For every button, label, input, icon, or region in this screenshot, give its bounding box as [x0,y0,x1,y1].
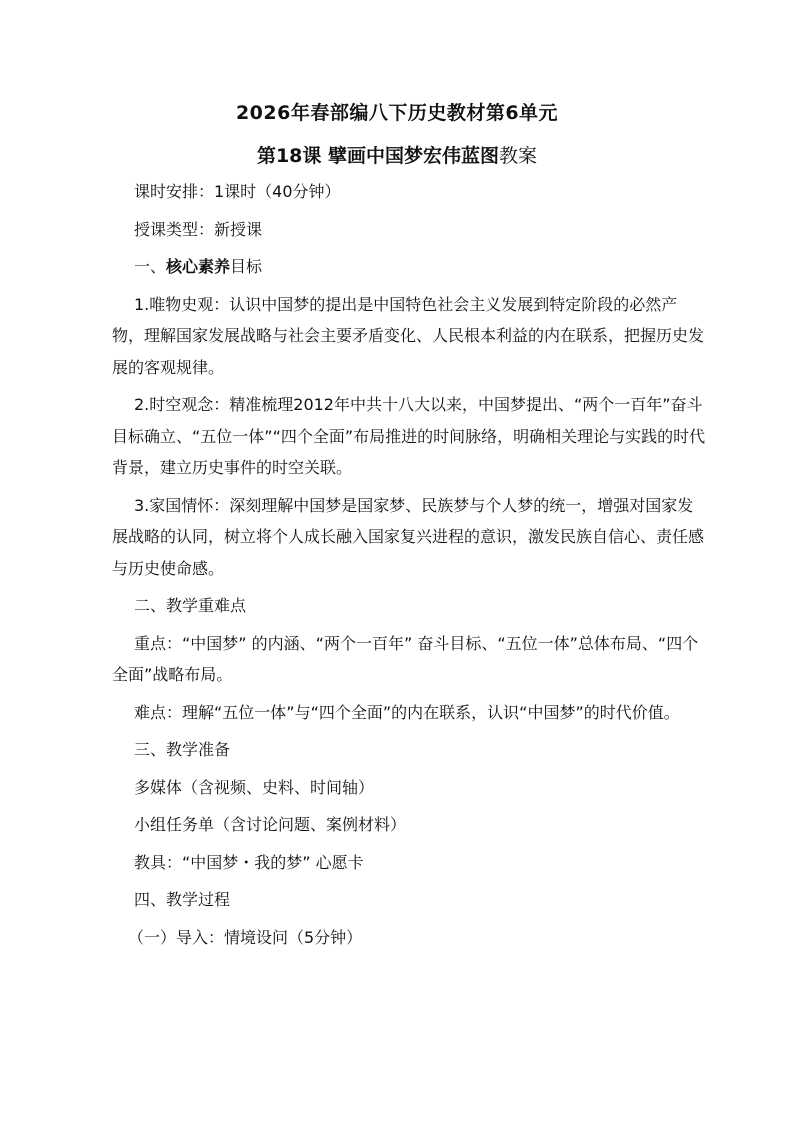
difficult-point: 难点：理解“五位一体”与“四个全面”的内在联系，认识“中国梦”的时代价值。 [134,702,680,722]
lesson-title-main: 第18课 擘画中国梦宏伟蓝图 [256,145,500,167]
lesson-type: 授课类型：新授课 [134,219,263,239]
key-point: 重点：“中国梦” 的内涵、“两个一百年” 奋斗目标、“五位一体”总体布局、“四个全面”战略布局。 [112,633,699,684]
goal-item-3: 3.家国情怀：深刻理解中国梦是国家梦、民族梦与个人梦的统一，增强对国家发展战略的认同，树立将个人成长融入国家复兴进程的意识，激发民族自信心、责任感与历史使命感。 [112,495,705,578]
lesson-title [0,141,794,168]
section-heading-key-points: 二、教学重难点 [134,596,247,615]
section-heading-preparation: 三、教学准备 [134,740,231,759]
prep-item-3: 教具：“中国梦・我的梦” 心愿卡 [134,852,364,872]
prep-item-2: 小组任务单（含讨论问题、案例材料） [134,815,407,834]
prep-item-1: 多媒体（含视频、史料、时间轴） [134,777,375,797]
section-heading-goals [112,251,708,283]
document-title: 2026年春部编八下历史教材第6单元 [235,102,559,124]
lesson-title-suffix: 教案 [499,145,538,167]
process-sub-1: （一）导入：情境设问（5分钟） [128,927,363,947]
section-heading-goals-prefix: 一、 [134,257,167,276]
goal-item-2: 2.时空观念：精准梳理2012年中共十八大以来，中国梦提出、“两个一百年”奋斗目标确立、“五位一体”“四个全面”布局推进的时间脉络，明确相关理论与实践的时代背景，建立历史事件的时空关联。 [112,395,706,477]
class-hours: 课时安排：1课时（40分钟） [134,182,341,201]
section-heading-goals-bold: 核心素养 [166,257,231,276]
section-heading-goals-suffix: 目标 [230,257,263,276]
section-heading-process: 四、教学过程 [134,890,231,909]
document-body [112,176,708,959]
goal-item-1: 1.唯物史观：认识中国梦的提出是中国特色社会主义发展到特定阶段的必然产物，理解国家发展战略与社会主要矛盾变化、人民根本利益的内在联系，把握历史发展的客观规律。 [112,294,705,377]
